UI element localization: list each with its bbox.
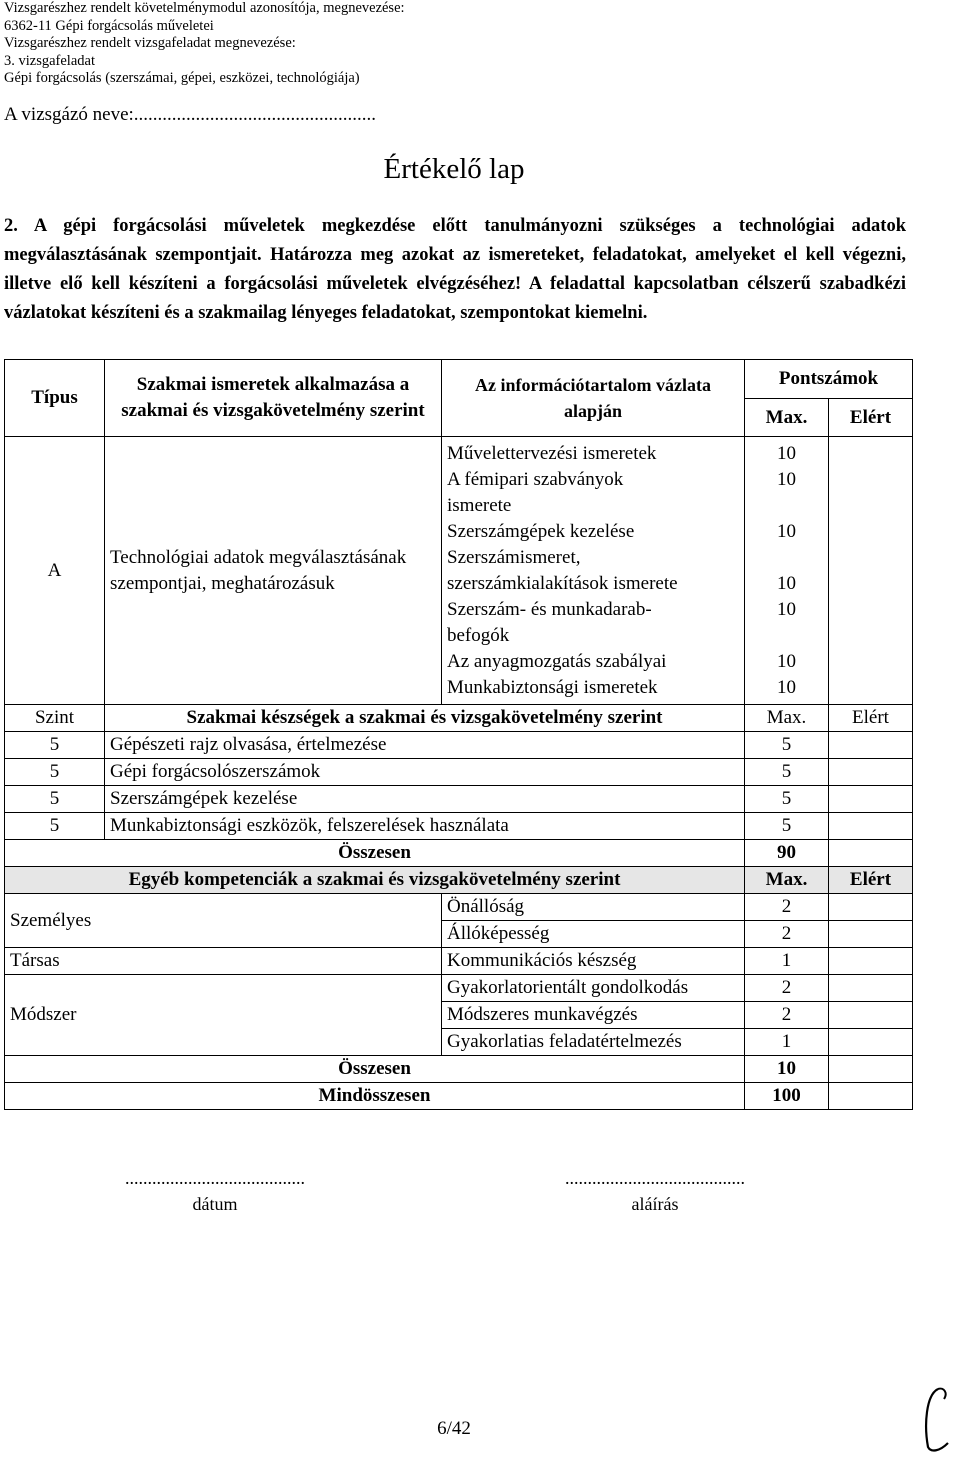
- signature-dots: ........................................: [565, 1168, 745, 1188]
- competence-elert: [829, 1002, 913, 1029]
- list-item: Az anyagmozgatás szabályai: [447, 651, 667, 672]
- skills-title-header: Szakmai készségek a szakmai és vizsgakövetelmény szerint: [105, 705, 745, 732]
- max-value: [750, 545, 823, 571]
- competence-max: 1: [745, 1029, 829, 1056]
- max-value: 10: [777, 469, 796, 490]
- competence-elert-header: Elért: [829, 867, 913, 894]
- skills-level-header: Szint: [5, 705, 105, 732]
- skills-max-header: Max.: [745, 705, 829, 732]
- skill-elert: [829, 732, 913, 759]
- max-value: 10: [777, 677, 796, 698]
- col-header-info: Az információtartalom vázlata alapján: [442, 360, 745, 437]
- page-title: Értékelő lap: [383, 153, 525, 185]
- competence-max-header: Max.: [745, 867, 829, 894]
- skill-max: 5: [745, 759, 829, 786]
- max-value: 10: [777, 521, 796, 542]
- header-line: 3. vizsgafeladat: [4, 52, 95, 69]
- competence-item: Állóképesség: [442, 921, 745, 948]
- handwritten-mark-icon: [918, 1385, 956, 1455]
- signature-dots: ........................................: [125, 1168, 305, 1188]
- skill-name: Gépi forgácsolószerszámok: [105, 759, 745, 786]
- header-line: Vizsgarészhez rendelt követelménymodul azonosítója, megnevezése:: [4, 0, 405, 16]
- competence-max: 2: [745, 975, 829, 1002]
- max-value: [750, 493, 823, 519]
- section-description: Technológiai adatok megválasztásának szempontjai, meghatározásuk: [105, 437, 442, 705]
- competence-elert: [829, 921, 913, 948]
- list-item: Munkabiztonsági ismeretek: [447, 677, 658, 698]
- skill-elert: [829, 759, 913, 786]
- signature-date: [80, 1165, 350, 1217]
- page-number: 6/42: [437, 1418, 471, 1439]
- competence-group: Módszer: [5, 975, 442, 1056]
- total-label: Összesen: [5, 1056, 745, 1083]
- competence-item: Önállóság: [442, 894, 745, 921]
- col-header-points: Pontszámok: [745, 360, 913, 399]
- skill-max: 5: [745, 813, 829, 840]
- list-item: Szerszámismeret,: [447, 547, 581, 568]
- skill-level: 5: [5, 786, 105, 813]
- max-value: 10: [777, 443, 796, 464]
- col-header-elert: Elért: [829, 399, 913, 437]
- signature-label: aláírás: [631, 1194, 679, 1214]
- list-item: Művelettervezési ismeretek: [447, 443, 657, 464]
- list-item: A fémipari szabványok: [447, 469, 624, 490]
- total-value: 90: [745, 840, 829, 867]
- total-value: 10: [745, 1056, 829, 1083]
- list-item: Szerszám- és munkadarab-: [447, 599, 652, 620]
- list-item: Szerszámgépek kezelése: [447, 521, 635, 542]
- competence-group: Személyes: [5, 894, 442, 948]
- competence-elert: [829, 948, 913, 975]
- skill-max: 5: [745, 786, 829, 813]
- col-header-skills: Szakmai ismeretek alkalmazása a szakmai és vizsgakövetelmény szerint: [105, 360, 442, 437]
- competence-elert: [829, 1029, 913, 1056]
- competence-max: 2: [745, 921, 829, 948]
- section-max-values: [745, 437, 829, 705]
- candidate-name-line: A vizsgázó neve:...................................................: [4, 104, 377, 125]
- competence-item: Gyakorlatias feladatértelmezés: [442, 1029, 745, 1056]
- competence-title-header: Egyéb kompetenciák a szakmai és vizsgakövetelmény szerint: [5, 867, 745, 894]
- list-item: befogók: [447, 625, 510, 646]
- col-header-tipus: Típus: [5, 360, 105, 437]
- header-line: 6362-11 Gépi forgácsolás műveletei: [4, 17, 214, 34]
- grand-total-value: 100: [745, 1083, 829, 1110]
- col-header-max: Max.: [745, 399, 829, 437]
- list-item: szerszámkialakítások ismerete: [447, 573, 678, 594]
- section-items: [442, 437, 745, 705]
- header-line: Gépi forgácsolás (szerszámai, gépei, eszközei, technológiája): [4, 70, 360, 86]
- competence-max: 1: [745, 948, 829, 975]
- signature-sign: [520, 1165, 790, 1217]
- skill-level: 5: [5, 813, 105, 840]
- competence-item: Gyakorlatorientált gondolkodás: [442, 975, 745, 1002]
- skill-name: Gépészeti rajz olvasása, értelmezése: [105, 732, 745, 759]
- elert-cell: [829, 437, 913, 705]
- skill-name: Szerszámgépek kezelése: [105, 786, 745, 813]
- competence-max: 2: [745, 894, 829, 921]
- skill-name: Munkabiztonsági eszközök, felszerelések használata: [105, 813, 745, 840]
- skill-level: 5: [5, 732, 105, 759]
- max-value: [750, 623, 823, 649]
- skill-level: 5: [5, 759, 105, 786]
- section-type: A: [5, 437, 105, 705]
- competence-item: Módszeres munkavégzés: [442, 1002, 745, 1029]
- list-item: ismerete: [447, 495, 512, 516]
- total-elert: [829, 840, 913, 867]
- skills-elert-header: Elért: [829, 705, 913, 732]
- skill-elert: [829, 813, 913, 840]
- competence-max: 2: [745, 1002, 829, 1029]
- max-value: 10: [777, 651, 796, 672]
- competence-item: Kommunikációs készség: [442, 948, 745, 975]
- document-header: [4, 0, 405, 88]
- grand-total-elert: [829, 1083, 913, 1110]
- total-elert: [829, 1056, 913, 1083]
- competence-elert: [829, 894, 913, 921]
- competence-group: Társas: [5, 948, 442, 975]
- max-value: 10: [777, 599, 796, 620]
- competence-elert: [829, 975, 913, 1002]
- skill-max: 5: [745, 732, 829, 759]
- max-value: 10: [777, 573, 796, 594]
- task-description: 2. A gépi forgácsolási műveletek megkezdése előtt tanulmányozni szükséges a technológiai adatok megválasztásának szempontjait. Határozza meg azokat az ismereteket, feladatokat, amelyeket el kell végezni, illetve elő kell készíteni a forgácsolási műveletek elvégzéséhez! A feladattal kapcsolatban célszerű szabadkézi vázlatokat készíteni és a szakmailag lényeges feladatokat, szempontokat kiemelni.: [4, 216, 906, 323]
- grand-total-label: Mindösszesen: [5, 1083, 745, 1110]
- date-label: dátum: [192, 1194, 238, 1214]
- total-label: Összesen: [5, 840, 745, 867]
- evaluation-table: [4, 359, 913, 1110]
- skill-elert: [829, 786, 913, 813]
- header-line: Vizsgarészhez rendelt vizsgafeladat megnevezése:: [4, 35, 296, 51]
